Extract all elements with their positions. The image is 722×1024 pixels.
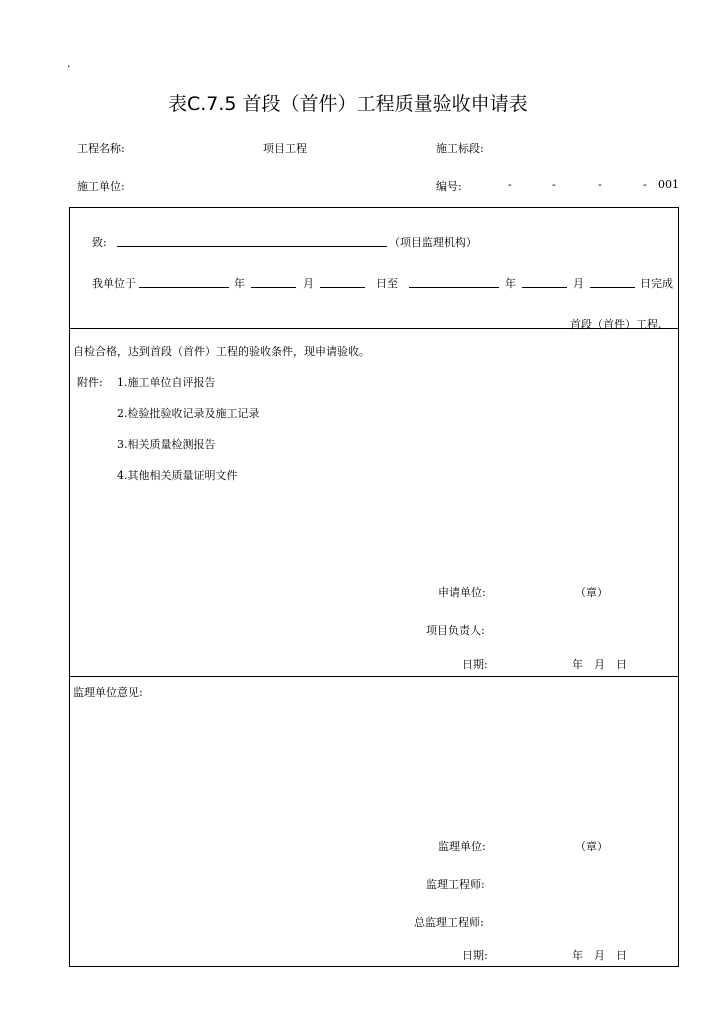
first-section-project: 首段（首件）工程, bbox=[570, 318, 662, 331]
supervision-date-value[interactable]: 年 月 日 bbox=[572, 949, 627, 962]
application-date-label: 日期: bbox=[462, 658, 488, 671]
we-prefix: 我单位于 bbox=[92, 277, 136, 290]
start-year-field[interactable] bbox=[139, 287, 229, 288]
supervision-opinion-label: 监理单位意见: bbox=[73, 686, 143, 699]
self-check-text: 自检合格，达到首段（首件）工程的验收条件，现申请验收。 bbox=[73, 345, 370, 358]
day-to-label: 日至 bbox=[376, 277, 398, 290]
start-month-field[interactable] bbox=[251, 287, 296, 288]
day-done-label: 日完成 bbox=[640, 277, 673, 290]
chief-engineer-label: 总监理工程师: bbox=[414, 916, 484, 929]
attachment-item: 3.相关质量检测报告 bbox=[117, 438, 216, 451]
contractor-label: 施工单位: bbox=[77, 180, 125, 193]
to-fill-line[interactable] bbox=[117, 246, 387, 247]
stray-dot: · bbox=[67, 60, 71, 73]
project-manager-label: 项目负责人: bbox=[426, 624, 485, 637]
attachment-item: 4.其他相关质量证明文件 bbox=[117, 469, 238, 482]
project-fill-line[interactable] bbox=[72, 328, 566, 329]
number-dash: - bbox=[552, 178, 556, 191]
month-label: 月 bbox=[303, 277, 314, 290]
end-day-field[interactable] bbox=[590, 287, 635, 288]
applicant-seal: （章） bbox=[575, 586, 608, 599]
attachments-label: 附件: bbox=[77, 376, 103, 389]
attachment-item: 2.检验批验收记录及施工记录 bbox=[117, 407, 260, 420]
supervision-unit-label: 监理单位: bbox=[438, 840, 486, 853]
month-label: 月 bbox=[573, 277, 584, 290]
project-name-label: 工程名称: bbox=[77, 142, 125, 155]
number-value[interactable]: 001 bbox=[658, 178, 679, 191]
supervision-seal: （章） bbox=[575, 840, 608, 853]
page-title: 表C.7.5 首段（首件）工程质量验收申请表 bbox=[168, 93, 528, 115]
application-date-value[interactable]: 年 月 日 bbox=[572, 658, 627, 671]
project-name-value[interactable]: 项目工程 bbox=[263, 142, 307, 155]
section-divider bbox=[69, 676, 679, 677]
number-dash: - bbox=[598, 178, 602, 191]
end-month-field[interactable] bbox=[522, 287, 567, 288]
supervisor-org: （项目监理机构） bbox=[389, 236, 477, 249]
section-label: 施工标段: bbox=[436, 142, 484, 155]
number-label: 编号: bbox=[436, 180, 462, 193]
year-label: 年 bbox=[505, 277, 516, 290]
supervision-engineer-label: 监理工程师: bbox=[426, 878, 485, 891]
supervision-date-label: 日期: bbox=[462, 949, 488, 962]
year-label: 年 bbox=[234, 277, 245, 290]
number-dash: - bbox=[643, 178, 647, 191]
to-label: 致: bbox=[92, 236, 107, 249]
start-day-field[interactable] bbox=[320, 287, 365, 288]
applicant-label: 申请单位: bbox=[438, 586, 486, 599]
number-dash: - bbox=[508, 178, 512, 191]
attachment-item: 1.施工单位自评报告 bbox=[117, 376, 216, 389]
end-year-field[interactable] bbox=[409, 287, 499, 288]
